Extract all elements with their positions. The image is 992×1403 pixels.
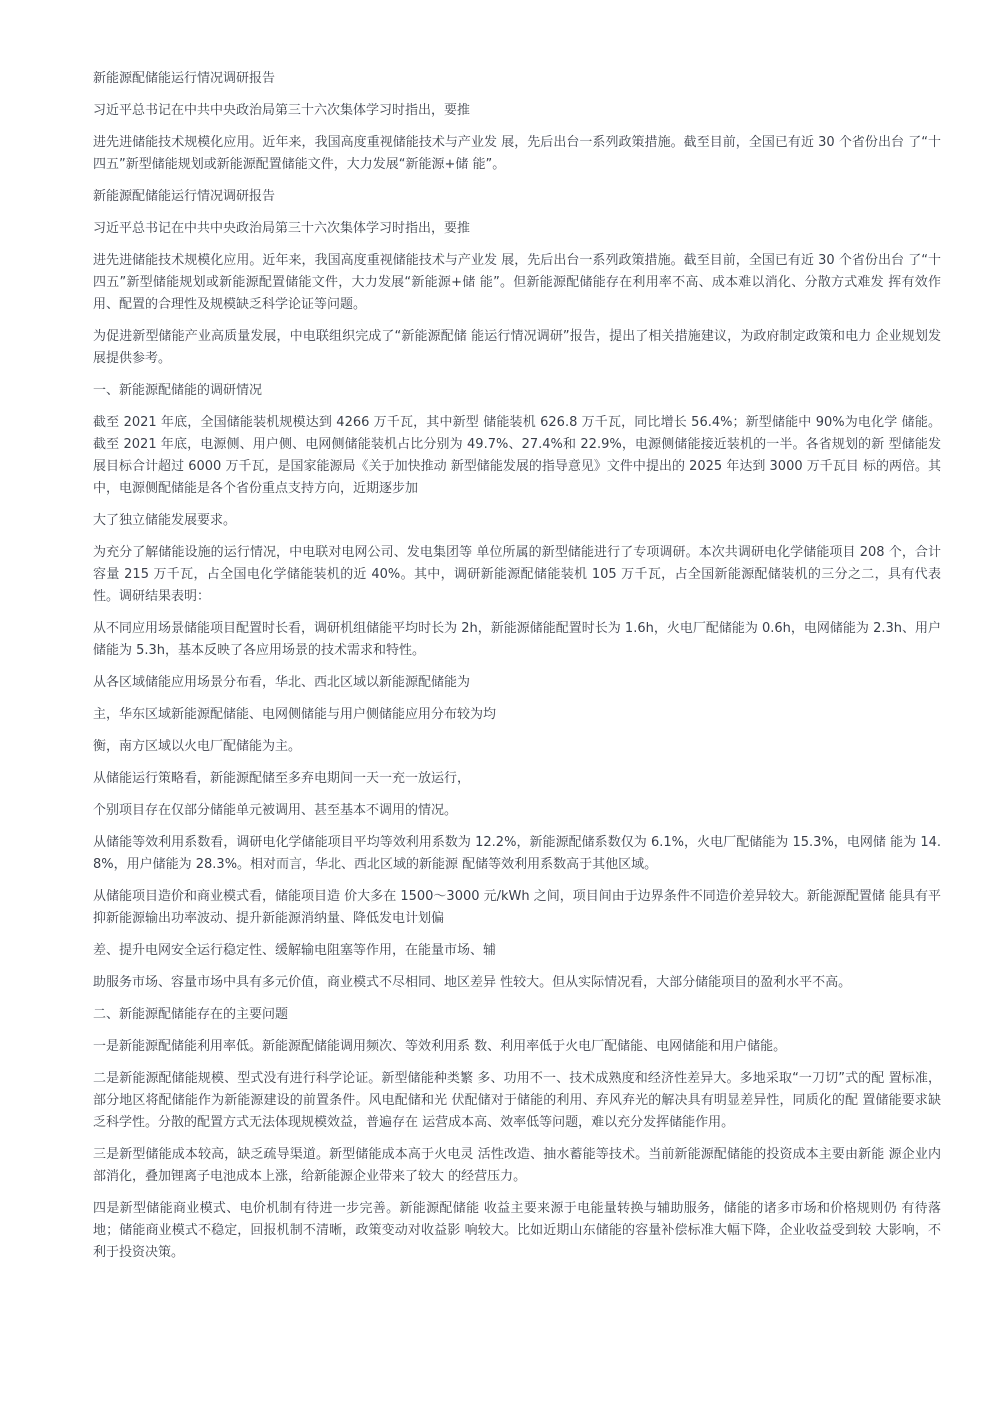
paragraph: 从不同应用场景储能项目配置时长看，调研机组储能平均时长为 2h，新能源储能配置时长为 1.6h，火电厂配储能为 0.6h，电网储能为 2.3h、用户储能为 5.3h，基本反映了各应用场景的技术需求和特性。 [93, 621, 941, 658]
paragraph: 为充分了解储能设施的运行情况，中电联对电网公司、发电集团等 单位所属的新型储能进行了专项调研。本次共调研电化学储能项目 208 个，合计容量 215 万千瓦，占全国电化学储能装机的近 40%。其中，调研新能源配储能装机 105 万千瓦，占全国新能源配储装机的三分之二，具有代表性。调研结果表明： [93, 545, 941, 604]
paragraph: 截至 2021 年底，全国储能装机规模达到 4266 万千瓦，其中新型 储能装机 626.8 万千瓦，同比增长 56.4%；新型储能中 90%为电化学 储能。截至 2021 年底，电源侧、用户侧、电网侧储能装机占比分别为 49.7%、27.4%和 22.9%，电源侧储能接近装机的一半。各省规划的新 型储能发展目标合计超过 6000 万千瓦，是国家能源局《关于加快推动 新型储能发展的指导意见》文件中提出的 2025 年达到 3000 万千瓦目 标的两倍。其中，电源侧配储能是各个省份重点支持方向，近期逐步加 [93, 415, 941, 496]
document-body [93, 68, 941, 1274]
report-title-repeat: 新能源配储能运行情况调研报告 [93, 189, 276, 204]
paragraph: 衡，南方区域以火电厂配储能为主。 [93, 739, 302, 754]
paragraph: 从储能项目造价和商业模式看，储能项目造 价大多在 1500～3000 元/kWh 之间，项目间由于边界条件不同造价差异较大。新能源配置储 能具有平抑新能源输出功率波动、提升新能源消纳量、降低发电计划偏 [93, 889, 941, 926]
paragraph: 习近平总书记在中共中央政治局第三十六次集体学习时指出，要推 [93, 221, 471, 236]
paragraph: 大了独立储能发展要求。 [93, 513, 237, 528]
paragraph: 为促进新型储能产业高质量发展，中电联组织完成了“新能源配储 能运行情况调研”报告，提出了相关措施建议，为政府制定政策和电力 企业规划发展提供参考。 [93, 329, 941, 366]
paragraph: 进先进储能技术规模化应用。近年来，我国高度重视储能技术与产业发 展，先后出台一系列政策措施。截至目前，全国已有近 30 个省份出台 了“十四五”新型储能规划或新能源配置储能文件，大力发展“新能源+储 能”。但新能源配储能存在利用率不高、成本难以消化、分散方式难发 挥有效作用、配置的合理性及规模缺乏科学论证等问题。 [93, 253, 941, 312]
paragraph: 四是新型储能商业模式、电价机制有待进一步完善。新能源配储能 收益主要来源于电能量转换与辅助服务，储能的诸多市场和价格规则仍 有待落地；储能商业模式不稳定，回报机制不清晰，政策变动对收益影 响较大。比如近期山东储能的容量补偿标准大幅下降，企业收益受到较 大影响，不利于投资决策。 [93, 1201, 941, 1260]
paragraph: 进先进储能技术规模化应用。近年来，我国高度重视储能技术与产业发 展，先后出台一系列政策措施。截至目前，全国已有近 30 个省份出台 了“十四五”新型储能规划或新能源配置储能文件，大力发展“新能源+储 能”。 [93, 135, 941, 172]
paragraph: 从储能等效利用系数看，调研电化学储能项目平均等效利用系数为 12.2%，新能源配储系数仅为 6.1%，火电厂配储能为 15.3%，电网储 能为 14.8%，用户储能为 28.3%。相对而言，华北、西北区域的新能源 配储等效利用系数高于其他区域。 [93, 835, 941, 872]
paragraph: 从储能运行策略看，新能源配储至多弃电期间一天一充一放运行， [93, 771, 471, 786]
paragraph: 一是新能源配储能利用率低。新能源配储能调用频次、等效利用系 数、利用率低于火电厂配储能、电网储能和用户储能。 [93, 1039, 787, 1054]
paragraph: 主，华东区域新能源配储能、电网侧储能与用户侧储能应用分布较为均 [93, 707, 497, 722]
paragraph: 差、提升电网安全运行稳定性、缓解输电阻塞等作用，在能量市场、辅 [93, 943, 497, 958]
report-title: 新能源配储能运行情况调研报告 [93, 71, 276, 86]
paragraph: 二是新能源配储能规模、型式没有进行科学论证。新型储能种类繁 多、功用不一、技术成熟度和经济性差异大。多地采取“一刀切”式的配 置标准，部分地区将配储能作为新能源建设的前置条件。风电配储和光 伏配储对于储能的利用、弃风弃光的解决具有明显差异性，同质化的配 置储能要求缺乏科学性。分散的配置方式无法体现规模效益，普遍存在 运营成本高、效率低等问题，难以充分发挥储能作用。 [93, 1071, 941, 1130]
paragraph: 从各区域储能应用场景分布看，华北、西北区域以新能源配储能为 [93, 675, 471, 690]
paragraph: 个别项目存在仅部分储能单元被调用、甚至基本不调用的情况。 [93, 803, 458, 818]
section-heading: 一、新能源配储能的调研情况 [93, 383, 263, 398]
paragraph: 三是新型储能成本较高，缺乏疏导渠道。新型储能成本高于火电灵 活性改造、抽水蓄能等技术。当前新能源配储能的投资成本主要由新能 源企业内部消化，叠加锂离子电池成本上涨，给新能源企业带来了较大 的经营压力。 [93, 1147, 941, 1184]
paragraph: 助服务市场、容量市场中具有多元价值，商业模式不尽相同、地区差异 性较大。但从实际情况看，大部分储能项目的盈利水平不高。 [93, 975, 852, 990]
paragraph: 习近平总书记在中共中央政治局第三十六次集体学习时指出，要推 [93, 103, 471, 118]
section-heading: 二、新能源配储能存在的主要问题 [93, 1007, 289, 1022]
